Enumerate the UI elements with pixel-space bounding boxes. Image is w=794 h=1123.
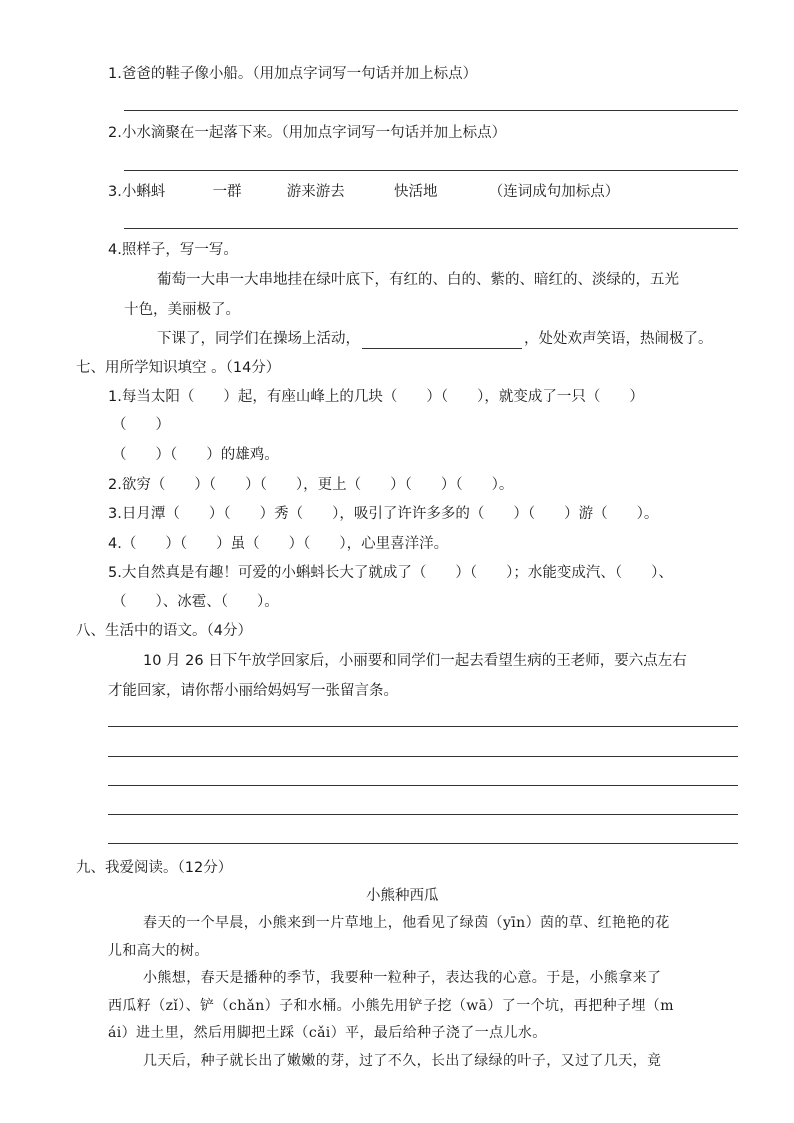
section7-heading: 七、用所学知识填空 。（14分） bbox=[76, 360, 281, 376]
example-text-line2: 十色，美丽极了。 bbox=[124, 302, 240, 318]
writing-line[interactable] bbox=[108, 726, 738, 727]
answer-line[interactable] bbox=[124, 228, 738, 229]
writing-line[interactable] bbox=[108, 756, 738, 757]
practice-sentence bbox=[157, 329, 713, 349]
passage-title: 小熊种西瓜 bbox=[366, 888, 439, 904]
writing-line[interactable] bbox=[108, 814, 738, 815]
s7-line7: （ ）、冰雹、（ ）。 bbox=[112, 594, 279, 610]
s7-line3: 2.欲穷（ ）（ ）（ ），更上（ ）（ ）（ ）。 bbox=[108, 477, 514, 493]
writing-line[interactable] bbox=[108, 843, 738, 844]
q6-item4: 4.照样子，写一写。 bbox=[108, 242, 238, 258]
q6-item3-word3: 快活地 bbox=[394, 184, 438, 200]
answer-line[interactable] bbox=[124, 170, 738, 171]
q6-item3 bbox=[108, 182, 619, 202]
passage-p2-line1: 小熊想，春天是播种的季节，我要种一粒种子，表达我的心意。于是，小熊拿来了 bbox=[143, 970, 662, 986]
s7-line5: 4.（ ）（ ）虽（ ）（ ），心里喜洋洋。 bbox=[108, 536, 449, 552]
q6-item2: 2.小水滴聚在一起落下来。（用加点字词写一句话并加上标点） bbox=[108, 125, 507, 141]
s7-line6: 5.大自然真是有趣！可爱的小蝌蚪长大了就成了（ ）（ ）；水能变成汽、（ ）、 bbox=[108, 565, 673, 581]
q6-item3-word1: 一群 bbox=[212, 184, 242, 200]
q6-item3-word2: 游来游去 bbox=[286, 184, 345, 200]
passage-p2-line3: ái）进土里，然后用脚把土踩（cǎi）平，最后给种子浇了一点儿水。 bbox=[108, 1025, 547, 1041]
practice-after: ，处处欢声笑语，热闹极了。 bbox=[524, 331, 713, 347]
s8-prompt-line1: 10 月 26 日下午放学回家后，小丽要和同学们一起去看望生病的王老师，要六点左右 bbox=[143, 653, 687, 669]
passage-p1-line1: 春天的一个早晨，小熊来到一片草地上，他看见了绿茵（yīn）茵的草、红艳艳的花 bbox=[143, 915, 670, 931]
passage-p3-line1: 几天后，种子就长出了嫩嫩的芽，过了不久，长出了绿绿的叶子，又过了几天，竟 bbox=[143, 1053, 662, 1069]
writing-line[interactable] bbox=[108, 785, 738, 786]
passage-p2-line2: 西瓜籽（zǐ）、铲（chǎn）子和水桶。小熊先用铲子挖（wā）了一个坑，再把种子埋（m bbox=[108, 998, 674, 1014]
practice-before: 下课了，同学们在操场上活动， bbox=[157, 331, 360, 347]
q6-item1: 1.爸爸的鞋子像小船。（用加点字词写一句话并加上标点） bbox=[108, 66, 478, 82]
section9-heading: 九、我爱阅读。（12分） bbox=[76, 860, 233, 876]
s7-line2: （ ）（ ）的雄鸡。 bbox=[112, 447, 279, 463]
s8-prompt-line2: 才能回家，请你帮小丽给妈妈写一张留言条。 bbox=[108, 683, 398, 699]
fill-blank[interactable] bbox=[362, 333, 522, 349]
q6-item3-hint: （连词成句加标点） bbox=[488, 184, 620, 200]
q6-item3-number: 3.小蝌蚪 bbox=[108, 184, 166, 200]
passage-p1-line2: 儿和高大的树。 bbox=[108, 943, 209, 959]
s7-line1b: （ ） bbox=[112, 417, 170, 433]
s7-line4: 3.日月潭（ ）（ ）秀（ ），吸引了许许多多的（ ）（ ）游（ ）。 bbox=[108, 506, 659, 522]
example-text-line1: 葡萄一大串一大串地挂在绿叶底下，有红的、白的、紫的、暗红的、淡绿的，五光 bbox=[157, 272, 679, 288]
answer-line[interactable] bbox=[124, 110, 738, 111]
s7-line1: 1.每当太阳（ ）起，有座山峰上的几块（ ）（ ），就变成了一只（ ） bbox=[108, 389, 644, 405]
section8-heading: 八、生活中的语文。（4分） bbox=[76, 623, 252, 639]
